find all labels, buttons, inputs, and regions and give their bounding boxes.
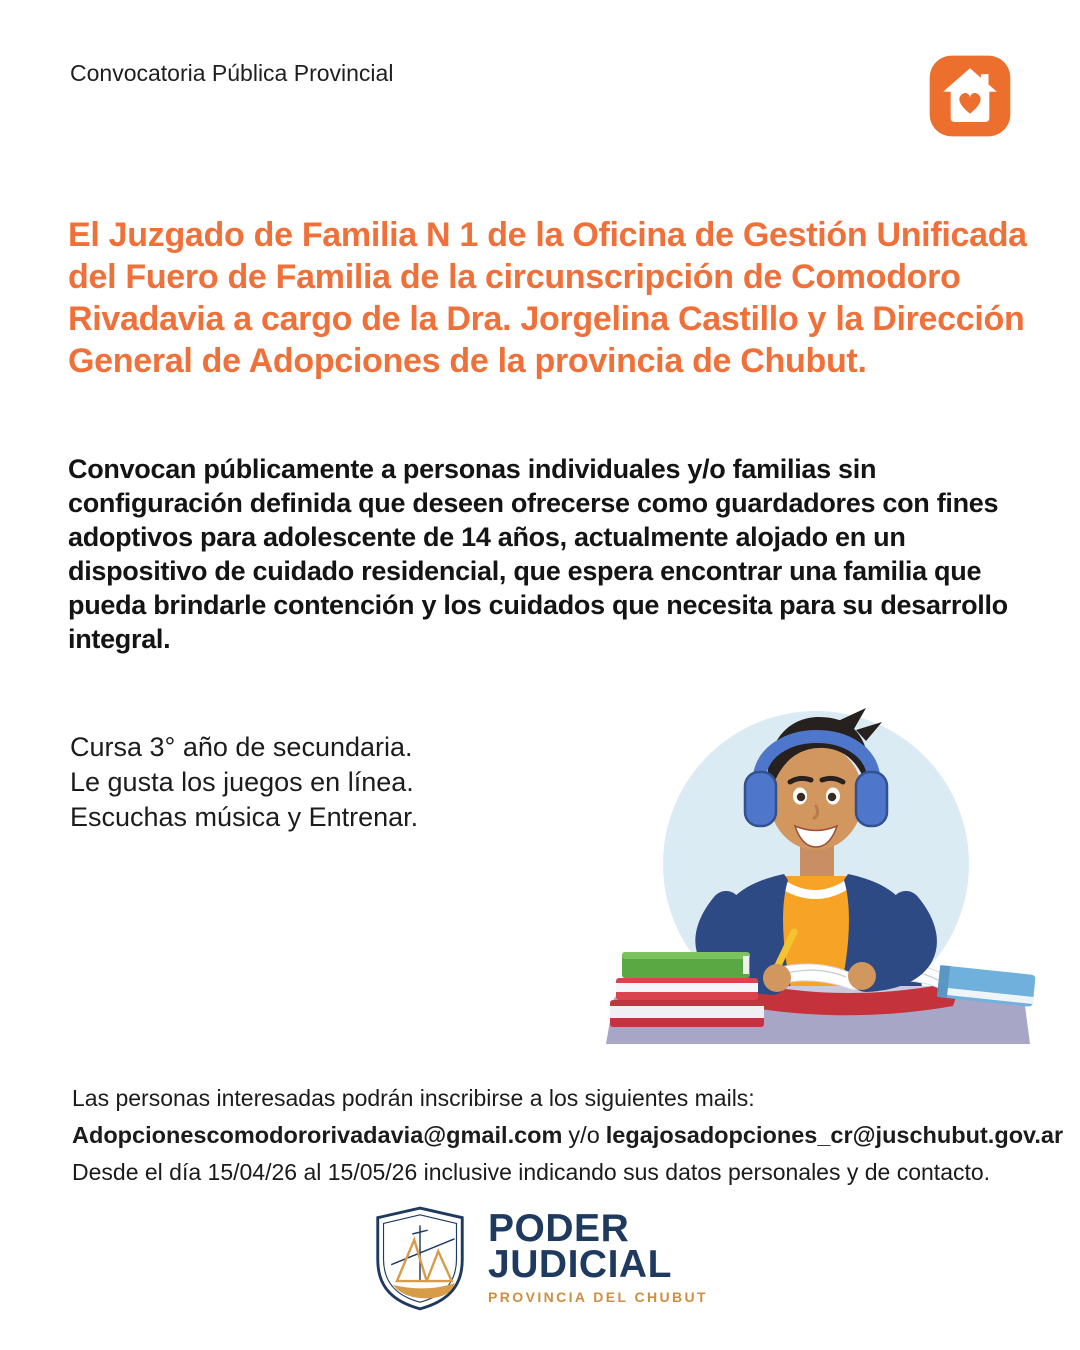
profile-line: Escuchas música y Entrenar. — [70, 802, 419, 832]
profile-line: Le gusta los juegos en línea. — [70, 767, 414, 797]
email-separator: y/o — [568, 1122, 600, 1148]
contact-section — [72, 1080, 1064, 1191]
contact-emails — [72, 1117, 1064, 1154]
profile-line: Cursa 3° año de secundaria. — [70, 732, 413, 762]
student-studying-illustration — [596, 684, 1036, 1064]
email-primary: Adopcionescomodororivadavia@gmail.com — [72, 1122, 563, 1148]
announcement-body: Convocan públicamente a personas individuales y/o familias sin configuración definida que deseen ofrecerse como guardadores con fines adoptivos para adolescente de 14 años, actualmente alojado en un dispositivo de cuidado residencial, que espera encontrar una familia que pueda brindarle contención y los cuidados que necesita para su desarrollo integral. — [68, 454, 1008, 654]
home-heart-icon — [928, 54, 1012, 138]
email-secondary: legajosadopciones_cr@juschubut.gov.ar — [605, 1122, 1064, 1148]
logo-line-poder: PODER — [488, 1207, 630, 1250]
logo-line-judicial: JUDICIAL — [488, 1243, 672, 1286]
contact-intro: Las personas interesadas podrán inscribirse a los siguientes mails: — [72, 1085, 755, 1111]
poder-judicial-logo — [0, 1204, 1080, 1312]
announcement-title: El Juzgado de Familia N 1 de la Oficina de Gestión Unificada del Fuero de Familia de la circunscripción de Comodoro Rivadavia a cargo de la Dra. Jorgelina Castillo y la Dirección General de Adopciones de la provincia de Chubut. — [68, 216, 1027, 380]
shield-scales-icon — [372, 1204, 468, 1312]
contact-period: Desde el día 15/04/26 al 15/05/26 inclusive indicando sus datos personales y de contacto. — [72, 1159, 991, 1185]
adolescent-profile — [70, 730, 418, 835]
kicker-label: Convocatoria Pública Provincial — [70, 60, 394, 86]
logo-text — [488, 1207, 708, 1305]
logo-subtitle: PROVINCIA DEL CHUBUT — [488, 1289, 708, 1305]
